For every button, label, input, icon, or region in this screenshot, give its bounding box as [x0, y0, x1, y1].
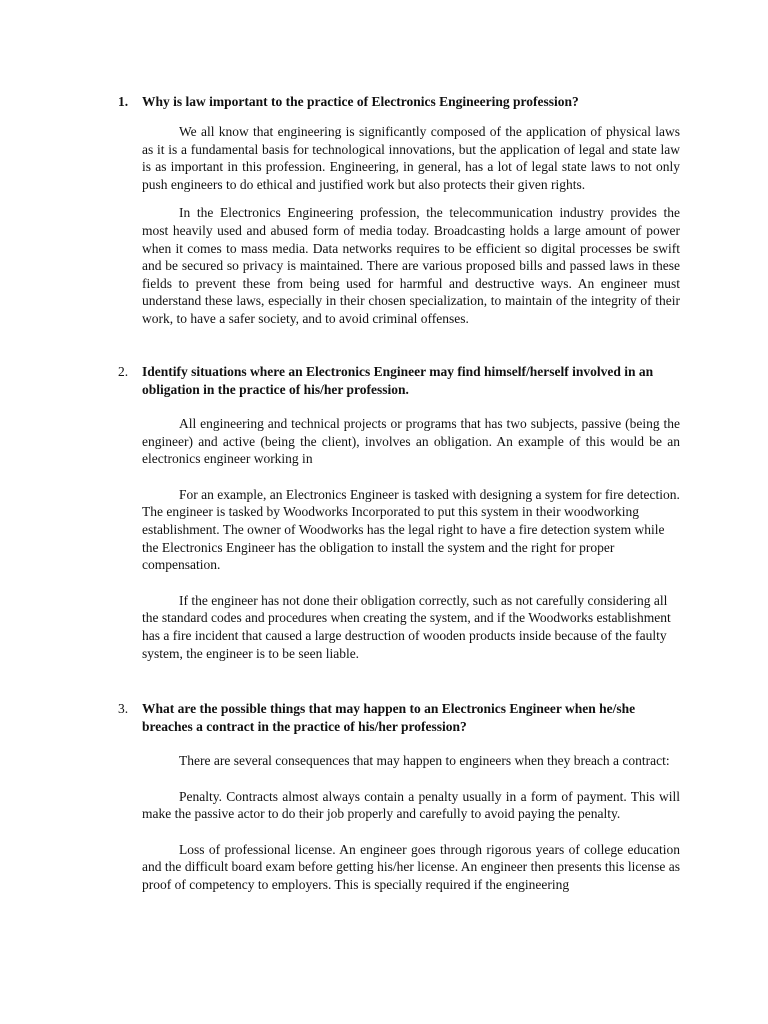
question-2 [118, 363, 680, 662]
question-1-number: 1. [118, 94, 129, 109]
question-3-heading [118, 700, 680, 736]
question-3-number: 3. [118, 701, 129, 716]
question-1-paragraph-1: We all know that engineering is significantly composed of the application of physical laws as it is a fundamental basis for technological innovations, but the application of legal and state law is as important in this profession. Engineering, in general, has a lot of legal state laws to not only push engineers to do ethical and justified work but also protects their given rights. [142, 124, 680, 192]
question-2-title: Identify situations where an Electronics Engineer may find himself/herself involved in an obligation in the practice of his/her profession. [142, 364, 654, 397]
question-3-title: What are the possible things that may happen to an Electronics Engineer when he/she breaches a contract in the practice of his/her profession? [142, 701, 636, 734]
question-2-paragraph-3: If the engineer has not done their obligation correctly, such as not carefully considering all the standard codes and procedures when creating the system, and if the Woodworks establishment has a fire incident that caused a large destruction of wooden products inside because of the faulty system, the engineer is to be seen liable. [142, 592, 671, 661]
question-2-heading [118, 363, 680, 399]
question-2-paragraph-2: For an example, an Electronics Engineer is tasked with designing a system for fire detection. The engineer is tasked by Woodworks Incorporated to put this system in their woodworking establishment. The owner of Woodworks has the legal right to have a fire detection system while the Electronics Engineer has the obligation to install the system and the right for proper compensation. [142, 486, 680, 573]
question-3-paragraph-2: Penalty. Contracts almost always contain a penalty usually in a form of payment. This will make the passive actor to do their job properly and carefully to avoid paying the penalty. [142, 788, 680, 822]
question-1-heading [118, 93, 680, 111]
question-1-title: Why is law important to the practice of Electronics Engineering profession? [142, 94, 579, 109]
question-2-number: 2. [118, 364, 129, 379]
question-1-paragraph-2: In the Electronics Engineering profession, the telecommunication industry provides the most heavily used and abused form of media today. Broadcasting holds a large amount of power when it comes to mass media. Data networks requires to be efficient so digital processes be swift and be secured so privacy is maintained. There are various proposed bills and passed laws in these fields to prevent these from being used for harmful and destructive ways. An engineer must understand these laws, especially in their chosen specialization, to maintain of the integrity of their work, to have a safer society, and to avoid criminal offenses. [142, 205, 680, 326]
question-2-paragraph-1: All engineering and technical projects or programs that has two subjects, passive (being the engineer) and active (being the client), involves an obligation. An example of this would be an electronics engineer working in [142, 416, 680, 467]
question-3 [118, 700, 680, 894]
question-1 [118, 93, 680, 328]
question-3-paragraph-1: There are several consequences that may happen to engineers when they breach a contract: [179, 753, 670, 768]
question-3-paragraph-3: Loss of professional license. An engineer goes through rigorous years of college education and the difficult board exam before getting his/her license. An engineer then presents this license as proof of competency to employers. This is specially required if the engineering [142, 841, 680, 892]
